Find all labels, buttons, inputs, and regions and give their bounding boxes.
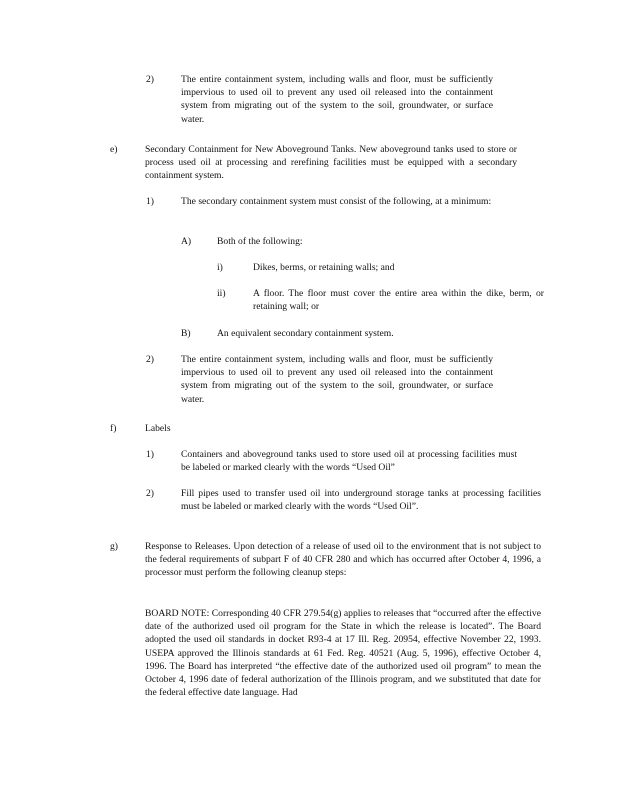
subitem-label-ii: ii) [217,288,226,299]
paragraph-equivalent-system: An equivalent secondary containment system. [217,328,394,339]
subitem-label-i: i) [217,262,223,273]
paragraph-response-to-releases: Response to Releases. Upon detection of a release of used oil to the environment that is not subject to the federal requirements of subpart F of 40 CFR 280 and which has occurred after October 4, 1996, a processor must perform the following cleanup steps: [145,541,541,579]
subitem-label-a: A) [181,236,192,247]
item-label: 2) [146,74,154,85]
item-label: 2) [146,354,154,365]
item-label: 1) [146,449,154,460]
section-title-labels: Labels [145,423,171,434]
board-note: BOARD NOTE: Corresponding 40 CFR 279.54(g) applies to releases that “occurred after the effective date of the authorized used oil program for the State in which the release is located”. The Board adopted the used oil standards in docket R93-4 at 17 Ill. Reg. 20954, effective November 22, 1993. USEPA approved the Illinois standards at 61 Fed. Reg. 40521 (Aug. 5, 1996), effective October 4, 1996. The Board has interpreted “the effective date of the authorized used oil program” to mean the October 4, 1996 date of federal authorization of the Illinois program, and we substituted that date for the federal effective date language. Had [145,608,541,699]
paragraph-containers-labeled: Containers and aboveground tanks used to store used oil at processing facilities must be labeled or marked clearly with the words “Used Oil” [181,449,517,474]
section-label-e: e) [110,144,118,155]
paragraph-a-floor: A floor. The floor must cover the entire area within the dike, berm, or retaining wall; or [253,288,544,313]
paragraph-fill-pipes: Fill pipes used to transfer used oil into underground storage tanks at processing facilities must be labeled or marked clearly with the words “Used Oil”. [181,488,541,513]
paragraph-secondary-containment: Secondary Containment for New Aboveground Tanks. New aboveground tanks used to store or process used oil at processing and rerefining facilities must be equipped with a secondary containment system. [145,144,517,182]
item-label: 1) [146,196,154,207]
paragraph-both-of-following: Both of the following: [217,236,303,247]
paragraph-containment-system: The entire containment system, including walls and floor, must be sufficiently impervious to used oil to prevent any used oil released into the containment system from migrating out of the system to the soil, groundwater, or surface water. [181,354,493,405]
item-label: 2) [146,488,154,499]
section-label-g: g) [110,541,118,552]
paragraph-secondary-system-consist: The secondary containment system must consist of the following, at a minimum: [181,196,492,207]
subitem-label-b: B) [181,328,191,339]
section-label-f: f) [110,423,117,434]
paragraph-dikes-berms: Dikes, berms, or retaining walls; and [253,262,395,273]
paragraph-containment-system: The entire containment system, including walls and floor, must be sufficiently impervious to used oil to prevent any used oil released into the containment system from migrating out of the system to the soil, groundwater, or surface water. [181,74,493,125]
